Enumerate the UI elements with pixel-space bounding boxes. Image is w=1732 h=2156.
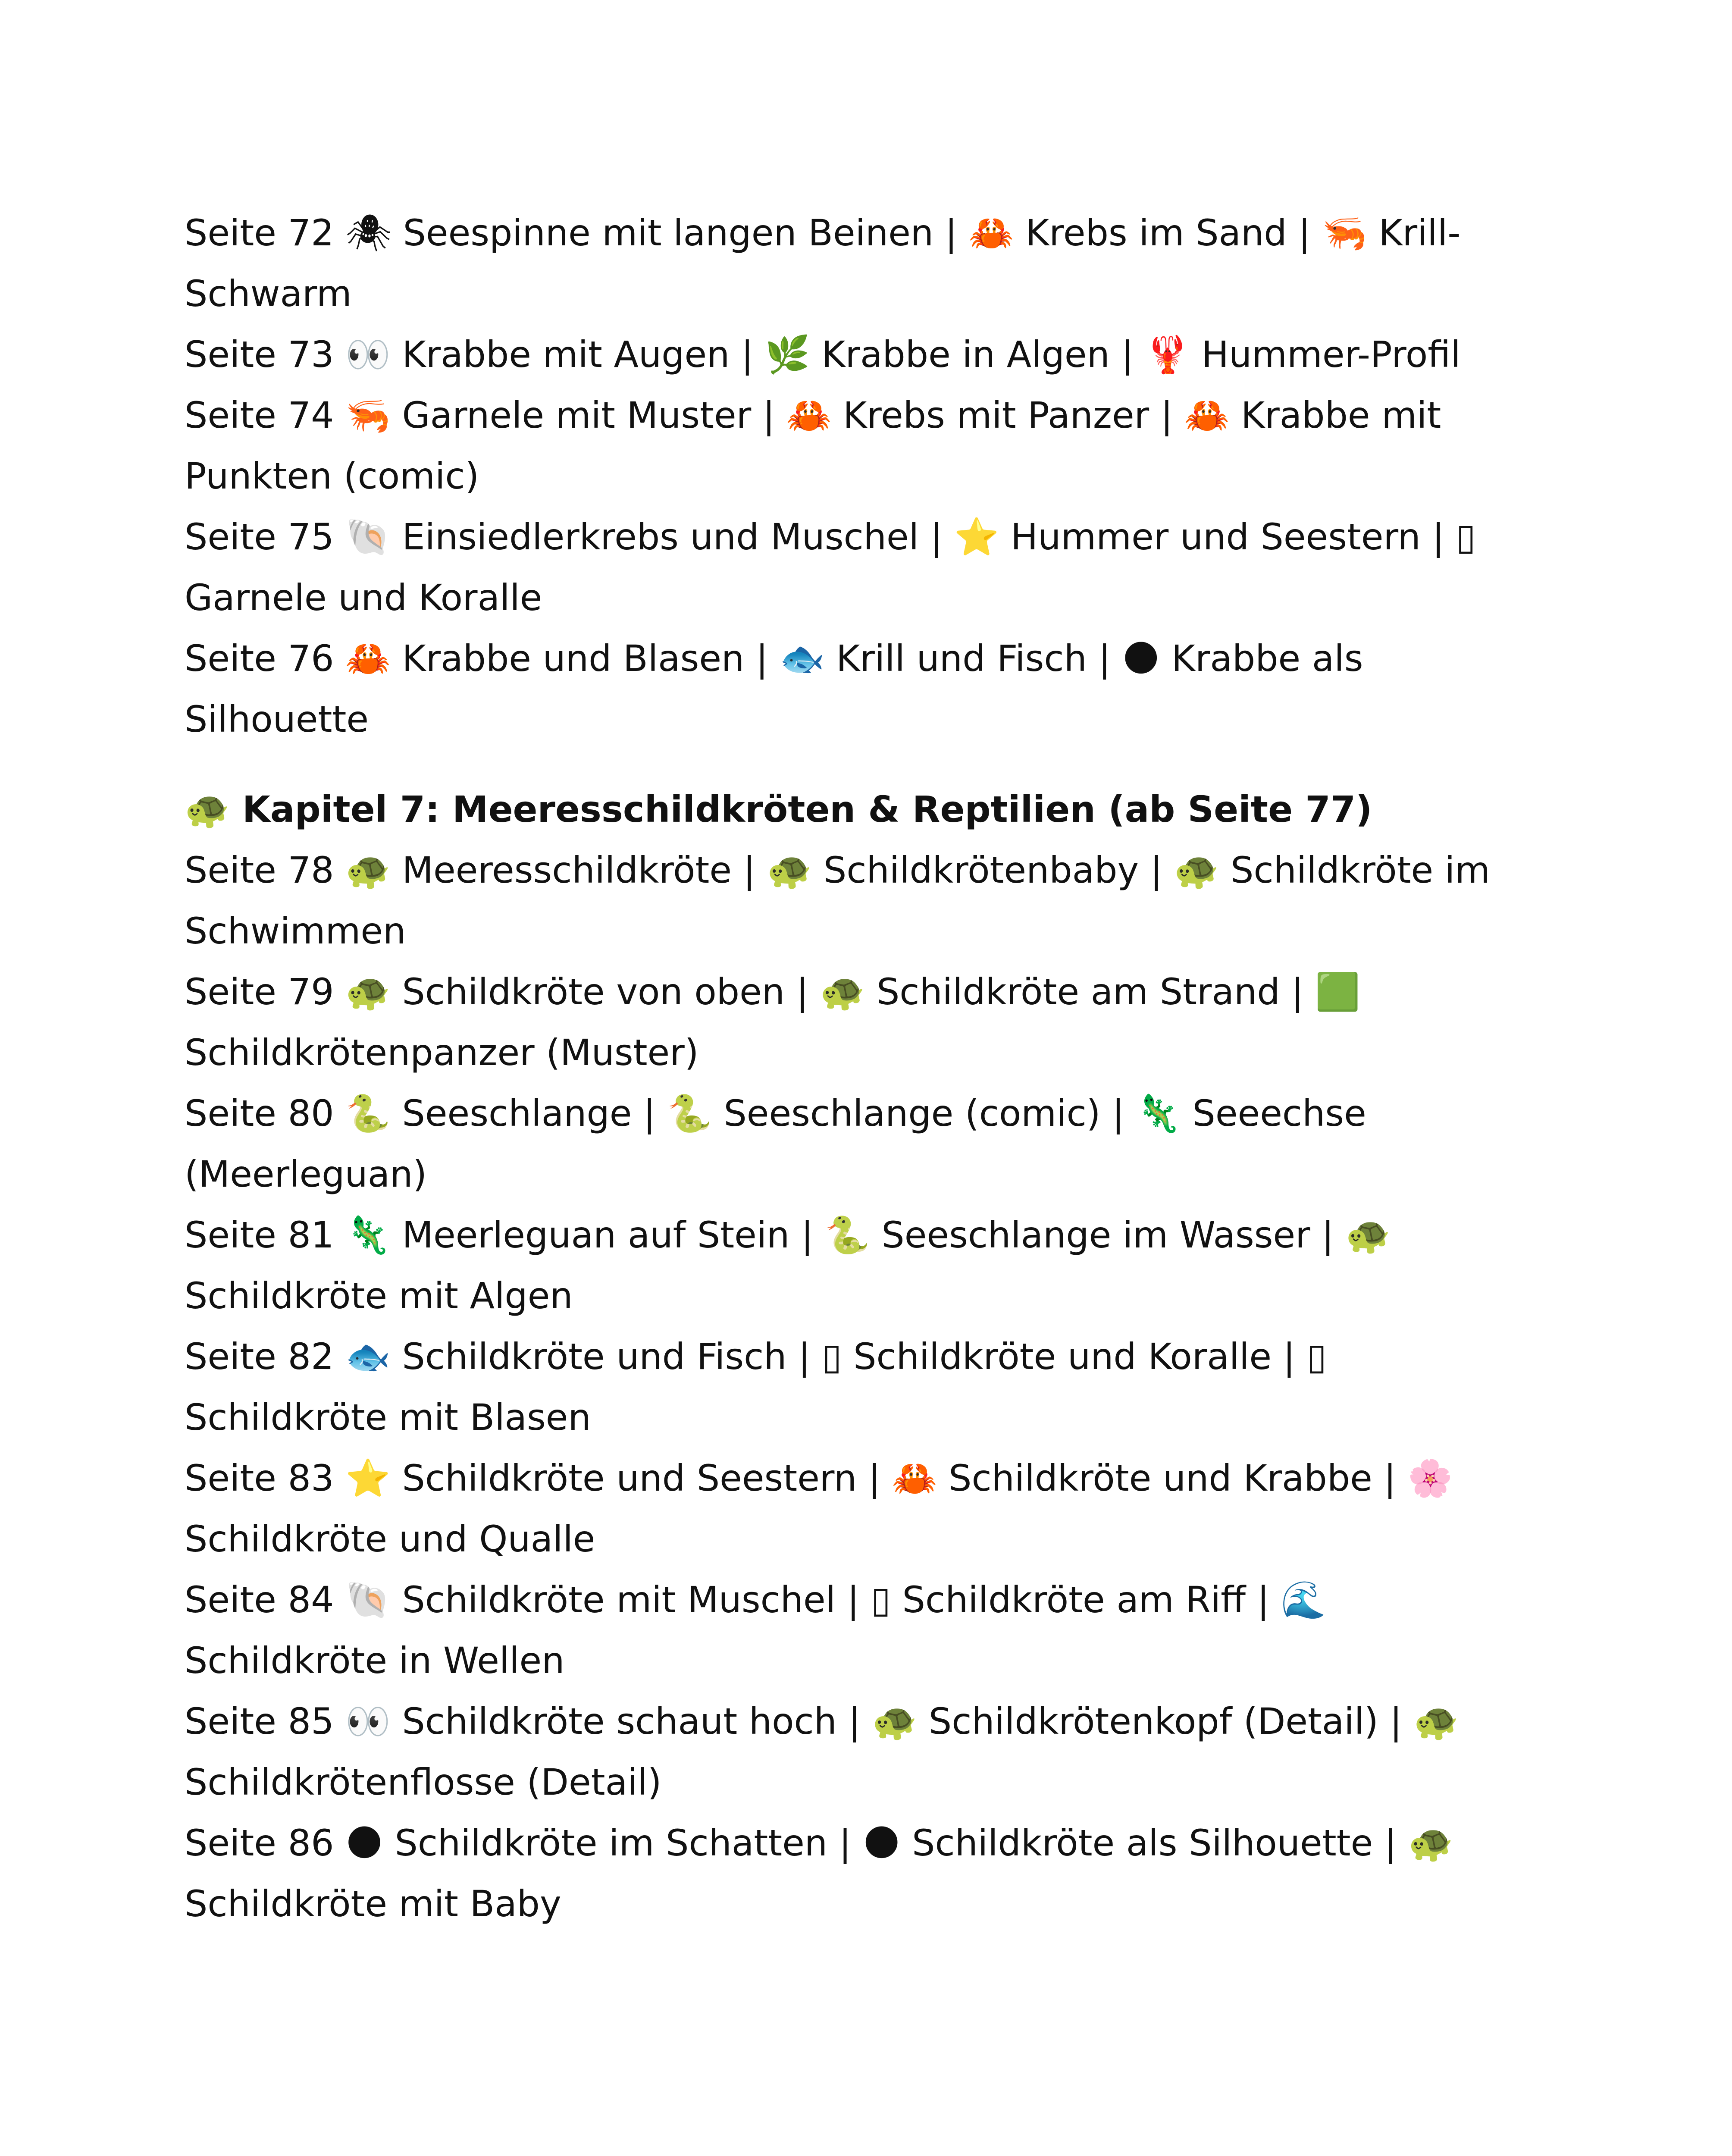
- text-line: Seite 82 🐟 Schildkröte und Fisch | ▯ Schildkröte und Koralle | ▯: [185, 1335, 1327, 1378]
- text-line: Silhouette: [185, 698, 369, 740]
- text-line: Schwarm: [185, 273, 352, 315]
- text-line: (Meerleguan): [185, 1153, 427, 1195]
- text-line: Seite 78 🐢 Meeresschildkröte | 🐢 Schildkrötenbaby | 🐢 Schildkröte im: [185, 849, 1491, 891]
- text-line: Seite 74 🦐 Garnele mit Muster | 🦀 Krebs mit Panzer | 🦀 Krabbe mit: [185, 394, 1441, 436]
- text-line: Seite 83 ⭐ Schildkröte und Seestern | 🦀 Schildkröte und Krabbe | 🌸: [185, 1457, 1453, 1499]
- text-line: Schildkröte mit Blasen: [185, 1396, 591, 1438]
- text-line: Garnele und Koralle: [185, 577, 542, 619]
- text-line: Schwimmen: [185, 910, 406, 952]
- text-line: Schildkrötenflosse (Detail): [185, 1761, 662, 1803]
- text-line: Seite 84 🐚 Schildkröte mit Muschel | ▯ Schildkröte am Riff | 🌊: [185, 1579, 1326, 1621]
- text-line: Schildkröte in Wellen: [185, 1639, 565, 1682]
- text-line: Seite 75 🐚 Einsiedlerkrebs und Muschel | ⭐ Hummer und Seestern | ▯: [185, 516, 1476, 558]
- text-line: Schildkröte mit Baby: [185, 1883, 561, 1925]
- document-page: [185, 203, 1564, 1934]
- text-line: Seite 86 🌑 Schildkröte im Schatten | 🌑 Schildkröte als Silhouette | 🐢: [185, 1822, 1453, 1864]
- text-line: Seite 73 👀 Krabbe mit Augen | 🌿 Krabbe in Algen | 🦞 Hummer-Profil: [185, 333, 1461, 376]
- chapter-heading: 🐢 Kapitel 7: Meeresschildkröten & Reptilien (ab Seite 77): [185, 788, 1372, 830]
- text-line: Schildkröte mit Algen: [185, 1275, 573, 1317]
- text-line: Seite 80 🐍 Seeschlange | 🐍 Seeschlange (comic) | 🦎 Seeechse: [185, 1092, 1366, 1134]
- text-line: Punkten (comic): [185, 455, 479, 497]
- text-line: Seite 85 👀 Schildkröte schaut hoch | 🐢 Schildkrötenkopf (Detail) | 🐢: [185, 1700, 1459, 1742]
- text-line: Seite 79 🐢 Schildkröte von oben | 🐢 Schildkröte am Strand | 🟩: [185, 971, 1360, 1013]
- text-line: Seite 76 🦀 Krabbe und Blasen | 🐟 Krill und Fisch | 🌑 Krabbe als: [185, 637, 1363, 680]
- text-line: Seite 81 🦎 Meerleguan auf Stein | 🐍 Seeschlange im Wasser | 🐢: [185, 1214, 1391, 1256]
- text-line: Schildkrötenpanzer (Muster): [185, 1031, 699, 1074]
- text-line: Seite 72 🕷 Seespinne mit langen Beinen | 🦀 Krebs im Sand | 🦐 Krill-: [185, 212, 1461, 254]
- text-line: Schildkröte und Qualle: [185, 1518, 595, 1560]
